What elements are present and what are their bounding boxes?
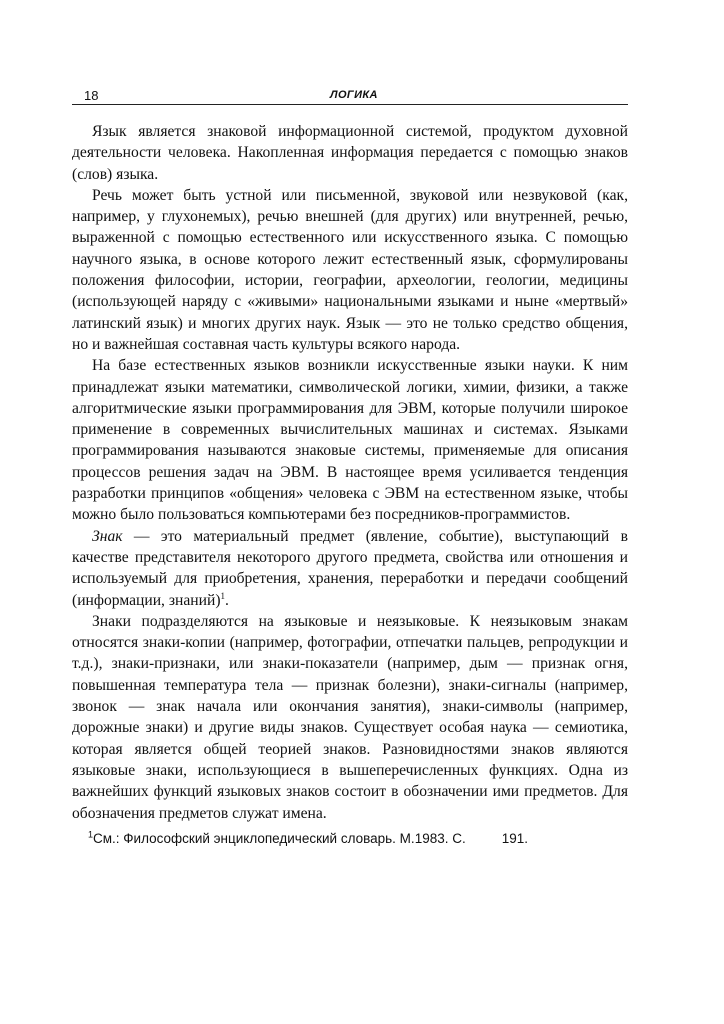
defined-term: Знак bbox=[92, 527, 123, 545]
footnote-text: См.: Философский энциклопедический словарь. М. bbox=[93, 830, 415, 846]
page-header bbox=[72, 86, 628, 105]
footnote-mark: 1 bbox=[88, 829, 94, 840]
document-page bbox=[72, 86, 628, 986]
paragraph-text: — это материальный предмет (явление, событие), выступающий в качестве представителя некоторого другого предмета, свойства или отношения и используемый для приобретения, хранения, переработки и передачи сообщений (информации, знаний) bbox=[72, 527, 628, 609]
paragraph-text: Знаки подразделяются на языковые и неязыковые. К неязыковым знакам относятся знаки-копии (например, фотографии, отпечатки пальцев, репродукции и т.д.), знаки-признаки, или знаки-показатели (например, дым — признак огня, повышенная температура тела — признак болезни), знаки-сигналы (например, звонок — знак начала или окончания занятия), знаки-символы (например, дорожные знаки) и другие виды знаков. Существует особая наука — семиотика, которая является общей теорией знаков. Разновидностями знаков являются языковые знаки, использующиеся в вышеперечисленных функциях. Одна из важнейших функций языковых знаков состоит в обозначении ими предметов. Для обозначения предметов служат имена. bbox=[72, 612, 628, 822]
paragraph-text: На базе естественных языков возникли искусственные языки науки. К ним принадлежат языки математики, символической логики, химии, физики, а также алгоритмические языки программирования для ЭВМ, которые получили широкое применение в современных вычислительных машинах и системах. Языками программирования называются знаковые системы, применяемые для описания процессов решения задач на ЭВМ. В настоящее время усиливается тенденция разработки принципов «общения» человека с ЭВМ на естественном языке, чтобы можно было пользоваться компьютерами без посредников-программистов. bbox=[72, 357, 628, 524]
footnote-reference[interactable]: 1 bbox=[220, 590, 226, 601]
paragraph-text: Речь может быть устной или письменной, звуковой или незвуковой (как, например, у глухонемых), речью внешней (для других) или внутренней, речью, выраженной с помощью естественного или искусственного языка. С помощью научного языка, в основе которого лежит естественный язык, сформулированы положения философии, истории, географии, археологии, геологии, медицины (использующей наряду с «живыми» национальными языками и ныне «мертвый» латинский язык) и многих других наук. Язык — это не только средство общения, но и важнейшая составная часть культуры всякого народа. bbox=[72, 186, 628, 353]
footnote-year: 1983 bbox=[414, 830, 445, 846]
paragraph-text: Язык является знаковой информационной системой, продуктом духовной деятельности человека. Накопленная информация передается с помощью знаков (слов) языка. bbox=[72, 123, 628, 183]
page-number: 18 bbox=[84, 88, 99, 103]
paragraph-artificial-languages bbox=[72, 355, 628, 525]
body-text bbox=[72, 121, 628, 824]
running-title: ЛОГИКА bbox=[330, 89, 378, 101]
paragraph-text-end: . bbox=[225, 591, 229, 609]
paragraph-sign-definition bbox=[72, 526, 628, 611]
paragraph-sign-types bbox=[72, 611, 628, 824]
paragraph-speech bbox=[72, 185, 628, 355]
paragraph-language-system bbox=[72, 121, 628, 185]
footnote bbox=[72, 830, 628, 848]
footnote-page-ref: . С. bbox=[444, 830, 466, 846]
footnote-page: 191. bbox=[501, 830, 529, 846]
